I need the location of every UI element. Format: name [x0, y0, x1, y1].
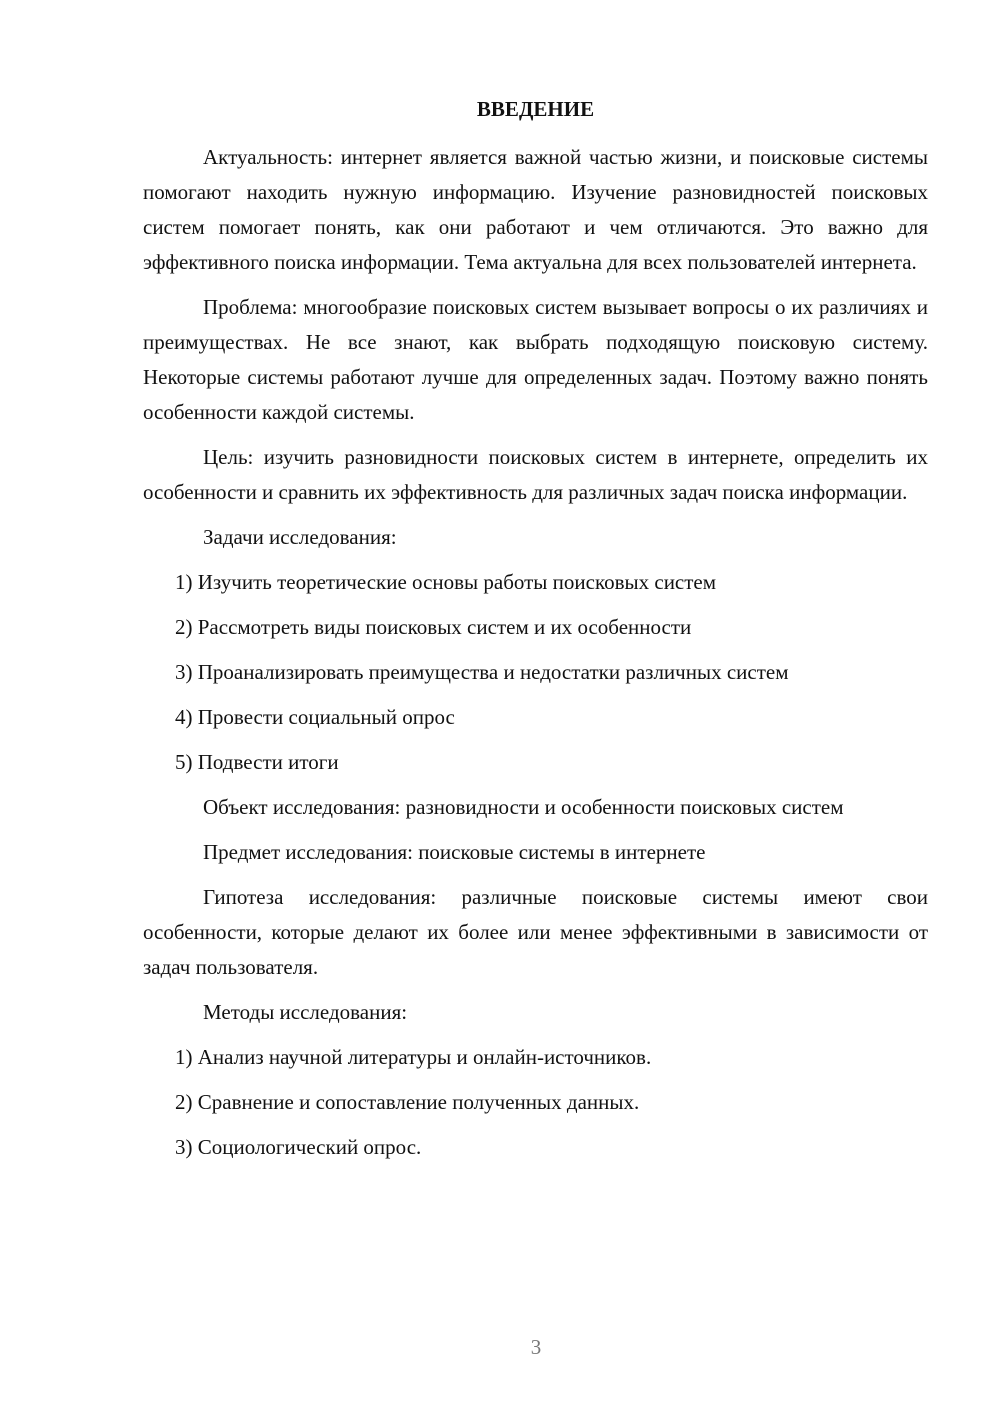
paragraph-hypothesis: Гипотеза исследования: различные поисковые системы имеют свои особенности, которые делают их более или менее эффективными в зависимости от задач пользователя. [143, 885, 928, 979]
tasks-heading: Задачи исследования: [203, 525, 397, 549]
paragraph-object: Объект исследования: разновидности и особенности поисковых систем [203, 795, 844, 819]
method-item: 1) Анализ научной литературы и онлайн-источников. [175, 1045, 652, 1069]
method-item: 2) Сравнение и сопоставление полученных данных. [175, 1090, 640, 1114]
paragraph-relevance: Актуальность: интернет является важной частью жизни, и поисковые системы помогают находить нужную информацию. Изучение разновидностей поисковых систем помогает понять, как они работают и чем отличаются. Это важно для эффективного поиска информации. Тема актуальна для всех пользователей интернета. [143, 145, 928, 274]
task-item: 5) Подвести итоги [175, 750, 339, 774]
paragraph-subject: Предмет исследования: поисковые системы в интернете [203, 840, 706, 864]
section-title: ВВЕДЕНИЕ [476, 97, 595, 121]
method-item: 3) Социологический опрос. [175, 1135, 422, 1159]
task-item: 1) Изучить теоретические основы работы поисковых систем [175, 570, 717, 594]
paragraph-goal: Цель: изучить разновидности поисковых систем в интернете, определить их особенности и сравнить их эффективность для различных задач поиска информации. [143, 445, 928, 504]
methods-heading: Методы исследования: [203, 1000, 408, 1024]
task-item: 4) Провести социальный опрос [175, 705, 455, 729]
document-page [143, 92, 928, 1175]
task-item: 3) Проанализировать преимущества и недостатки различных систем [175, 660, 789, 684]
task-item: 2) Рассмотреть виды поисковых систем и их особенности [175, 615, 692, 639]
page-number: 3 [530, 1335, 542, 1359]
paragraph-problem: Проблема: многообразие поисковых систем вызывает вопросы о их различиях и преимуществах. Не все знают, как выбрать подходящую поисковую систему. Некоторые системы работают лучше для определенных задач. Поэтому важно понять особенности каждой системы. [143, 295, 928, 424]
